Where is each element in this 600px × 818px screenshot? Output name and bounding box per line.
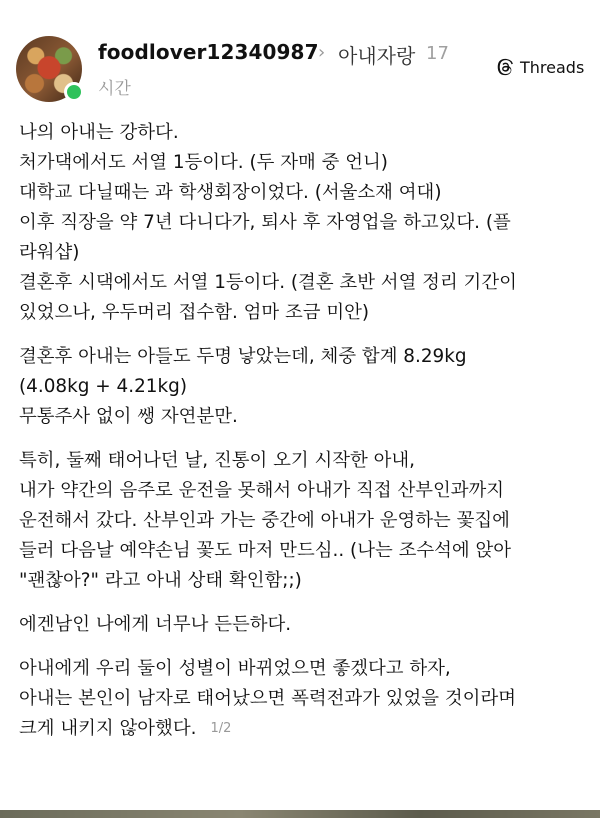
post-text: 라워샵) — [19, 242, 80, 263]
post-text: 결혼후 아내는 아들도 두명 낳았는데, 체중 합계 8.29kg — [19, 346, 467, 367]
post-text-line — [19, 372, 589, 402]
post-time-unit: 시간 — [98, 79, 131, 99]
post-text-line — [19, 238, 589, 268]
post-text: 운전해서 갔다. 산부인과 가는 중간에 아내가 운영하는 꽃집에 — [19, 510, 510, 531]
post-text: 아내는 본인이 남자로 태어났으면 폭력전과가 있었을 것이라며 — [19, 688, 516, 709]
paragraph-gap — [19, 596, 589, 610]
post-text-line — [19, 118, 589, 148]
next-image-preview[interactable] — [0, 810, 600, 818]
post-text-line — [19, 268, 589, 298]
post-text-line — [19, 714, 589, 744]
post-time: 17 — [426, 43, 449, 64]
post-text-line — [19, 208, 589, 238]
post-text: 처가댁에서도 서열 1등이다. (두 자매 중 언니) — [19, 152, 388, 173]
chevron-right-icon: › — [318, 42, 326, 63]
post-text: 크게 내키지 않아했다. — [19, 718, 197, 739]
topic-tag[interactable]: 아내자랑 — [338, 44, 416, 68]
post-text-line — [19, 342, 589, 372]
post-text: 아내에게 우리 둘이 성별이 바뀌었으면 좋겠다고 하자, — [19, 658, 451, 679]
post-text-line — [19, 536, 589, 566]
post-text-line — [19, 446, 589, 476]
post-header — [0, 0, 600, 110]
post-text-line — [19, 610, 589, 640]
online-status-icon — [64, 82, 84, 102]
threads-watermark — [496, 56, 584, 78]
username[interactable]: foodlover12340987 — [98, 40, 319, 64]
post-text: 나의 아내는 강하다. — [19, 122, 179, 143]
paragraph-gap — [19, 432, 589, 446]
post-text-line — [19, 298, 589, 328]
post-text: 이후 직장을 약 7년 다니다가, 퇴사 후 자영업을 하고있다. (플 — [19, 212, 511, 233]
post-text: 결혼후 시댁에서도 서열 1등이다. (결혼 초반 서열 정리 기간이 — [19, 272, 517, 293]
paragraph-gap — [19, 328, 589, 342]
image-pager: 1/2 — [210, 721, 232, 736]
post-text: 대학교 다닐때는 과 학생회장이었다. (서울소재 여대) — [19, 182, 442, 203]
post-text: "괜찮아?" 라고 아내 상태 확인함;;) — [19, 570, 302, 591]
post-text-line — [19, 684, 589, 714]
post-text: 에겐남인 나에게 너무나 든든하다. — [19, 614, 292, 635]
post-text: 특히, 둘째 태어나던 날, 진통이 오기 시작한 아내, — [19, 450, 416, 471]
post-text-line — [19, 178, 589, 208]
post-text: (4.08kg + 4.21kg) — [19, 376, 187, 397]
post-body — [19, 118, 589, 744]
post-text-line — [19, 476, 589, 506]
post-text: 들러 다음날 예약손님 꽃도 마저 만드심.. (나는 조수석에 앉아 — [19, 540, 512, 561]
threads-logo-icon — [496, 58, 514, 76]
paragraph-gap — [19, 640, 589, 654]
post-text-line — [19, 148, 589, 178]
post-text-line — [19, 402, 589, 432]
post-text-line — [19, 654, 589, 684]
threads-label: Threads — [520, 57, 585, 77]
post-text-line — [19, 506, 589, 536]
post-text-line — [19, 566, 589, 596]
post-text: 무통주사 없이 쌩 자연분만. — [19, 406, 238, 427]
post-text: 내가 약간의 음주로 운전을 못해서 아내가 직접 산부인과까지 — [19, 480, 505, 501]
post-text: 있었으나, 우두머리 접수함. 엄마 조금 미안) — [19, 302, 370, 323]
